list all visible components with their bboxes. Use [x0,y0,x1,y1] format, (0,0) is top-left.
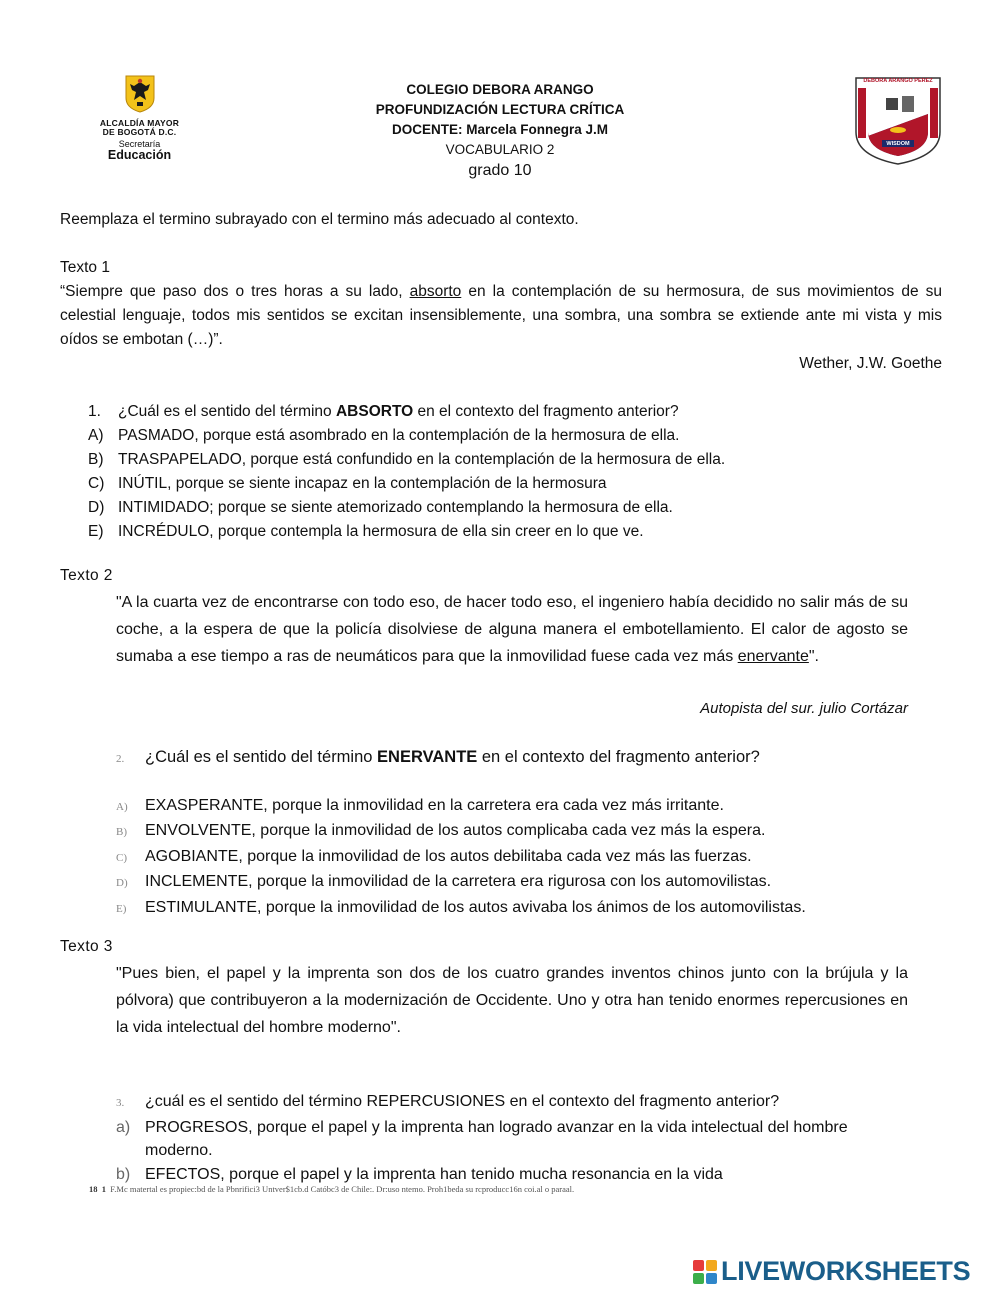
option-text: INCLEMENTE, porque la inmovilidad de la carretera era rigurosa con los automovilistas. [145,873,772,890]
option-label: E) [116,902,127,915]
question2-option-b[interactable] [116,819,956,845]
question1-number: 1. [88,403,101,420]
question3-text: ¿cuál es el sentido del término REPERCUSIONES en el contexto del fragmento anterior? [145,1093,780,1110]
q1-term: ABSORTO [335,403,414,420]
question3-option-b[interactable] [116,1163,896,1187]
option-label: A) [88,427,104,444]
option-label: B) [116,826,127,838]
option-label: b) [116,1165,131,1183]
liveworksheets-watermark[interactable] [692,1256,970,1287]
option-text: INTIMIDADO; porque se siente atemorizado contemplando la hermosura de ella. [118,499,673,516]
question2-stem [116,745,956,772]
logo-line1: ALCALDÍA MAYOR [99,118,180,128]
crest-motto: WISDOM [886,141,910,147]
subject-title: PROFUNDIZACIÓN LECTURA CRÍTICA [375,102,625,117]
topic-title: VOCABULARIO 2 [445,142,555,157]
texto3-paragraph: "Pues bien, el papel y la imprenta son dos de los cuatro grandes inventos chinos junto con la brújula y la pólvora) que contribuyeron a la modernización de Occidente. Uno y otra han tenido enormes repercusiones en la vida intelectual del hombre moderno". [116,965,908,1036]
question2-option-a[interactable] [116,794,956,820]
question1 [88,400,948,544]
logo-line2: DE BOGOTÁ D.C. [102,127,177,137]
option-label: C) [88,475,105,492]
texto1-paragraph [60,280,942,352]
option-text: ENVOLVENTE, porque la inmovilidad de los autos complicaba cada vez más la espera. [145,822,766,839]
q2-after: en el contexto del fragmento anterior? [477,748,760,766]
option-text: PASMADO, porque está asombrado en la contemplación de la hermosura de ella. [118,427,680,444]
option-text: ESTIMULANTE, porque la inmovilidad de los autos avivaba los ánimos de los automovilistas. [145,898,806,916]
texto1-underlined-term: absorto [409,283,462,300]
texto2-after: ". [808,648,819,665]
question1-option-a[interactable] [88,424,948,448]
liveworksheets-brand: LIVEWORKSHEETS [721,1256,971,1286]
question2-text [145,745,760,770]
footer-page: 18 [89,1184,98,1194]
option-label: a) [116,1118,131,1136]
texto2-author: Autopista del sur. julio Cortázar [700,700,908,717]
texto1-title: Texto 1 [60,259,110,276]
question2-number: 2. [116,753,125,765]
option-label: C) [116,851,127,864]
question1-option-b[interactable] [88,448,948,472]
copyright-footer [89,1184,574,1194]
logo-line4: Educación [107,148,172,162]
question2 [116,745,956,921]
question3 [116,1090,896,1186]
texto3-title: Texto 3 [60,938,113,955]
option-label: D) [88,499,105,516]
instruction-text: Reemplaza el termino subrayado con el termino más adecuado al contexto. [60,211,579,228]
texto1-before: “Siempre que paso dos o tres horas a su lado, [60,283,410,300]
q2-term: ENERVANTE [377,748,478,766]
question2-option-e[interactable] [116,896,956,922]
school-name: COLEGIO DEBORA ARANGO [406,82,594,97]
question1-option-c[interactable] [88,472,948,496]
option-text: INÚTIL, porque se siente incapaz en la contemplación de la hermosura [118,475,607,492]
footer-num: 1 [101,1184,106,1194]
option-label: A) [116,800,128,813]
texto2-before: "A la cuarta vez de encontrarse con todo eso, de hacer todo eso, el ingeniero había decidido no salir más de su coche, a la espera de que la policía disolviese de alguna manera el embotellamiento. El calor de agosto se sumaba a ese tiempo a ras de neumáticos para que la inmovilidad fuese cada vez más [116,594,908,665]
crest-name: DEBORA ARANGO PEREZ [863,78,933,84]
texto1-author: Wether, J.W. Goethe [799,355,942,372]
question1-option-e[interactable] [88,520,948,544]
grade-label: grado 10 [468,162,532,179]
option-label: B) [88,451,104,468]
option-label: D) [116,877,128,889]
texto2-title: Texto 2 [60,567,113,584]
q2-before: ¿Cuál es el sentido del término [145,748,378,766]
option-text: EXASPERANTE, porque la inmovilidad en la carretera era cada vez más irritante. [145,796,724,814]
texto1-after: en la contemplación de su hermosura, de sus movimientos de su celestial lenguaje, todos mis sentidos se excitan insensiblemente, una sombra, una sombra se extiende ante mi vista y mis oídos se embotan (…)”. [60,283,942,348]
liveworksheets-logo-icon [692,1259,718,1285]
question3-stem [116,1090,896,1116]
texto2-paragraph [116,589,908,670]
q1-after: en el contexto del fragmento anterior? [413,403,679,420]
document-header [0,80,1000,182]
question3-number: 3. [116,1097,125,1109]
teacher-name: DOCENTE: Marcela Fonnegra J.M [391,122,609,137]
logo-line3: Secretaría [118,139,161,149]
option-text: PROGRESOS, porque el papel y la imprenta han logrado avanzar en la vida intelectual del hombre moderno. [145,1118,848,1159]
option-text: INCRÉDULO, porque contempla la hermosura de ella sin creer en lo que ve. [118,523,644,540]
footer-note-text: F.Mc matertal es propiec:bd de la Pbnrifici3 Untver$1cb.d Catóbc3 de Chile:. Dr:uso ntemo. Proh1beda su rcproducc16n coi.al o paraal. [110,1184,575,1194]
question1-stem [88,400,948,424]
option-text: EFECTOS, porque el papel y la imprenta han tenido mucha resonancia en la vida [145,1165,723,1183]
option-label: E) [88,523,104,540]
option-text: AGOBIANTE, porque la inmovilidad de los autos debilitaba cada vez más las fuerzas. [145,847,752,865]
question1-option-d[interactable] [88,496,948,520]
option-text: TRASPAPELADO, porque está confundido en la contemplación de la hermosura de ella. [118,451,726,468]
question2-option-d[interactable] [116,870,956,896]
question3-option-a[interactable] [116,1116,896,1163]
q1-before: ¿Cuál es el sentido del término [118,403,336,420]
texto2-underlined-term: enervante [737,648,809,665]
question2-option-c[interactable] [116,845,956,871]
question1-text [118,400,679,424]
